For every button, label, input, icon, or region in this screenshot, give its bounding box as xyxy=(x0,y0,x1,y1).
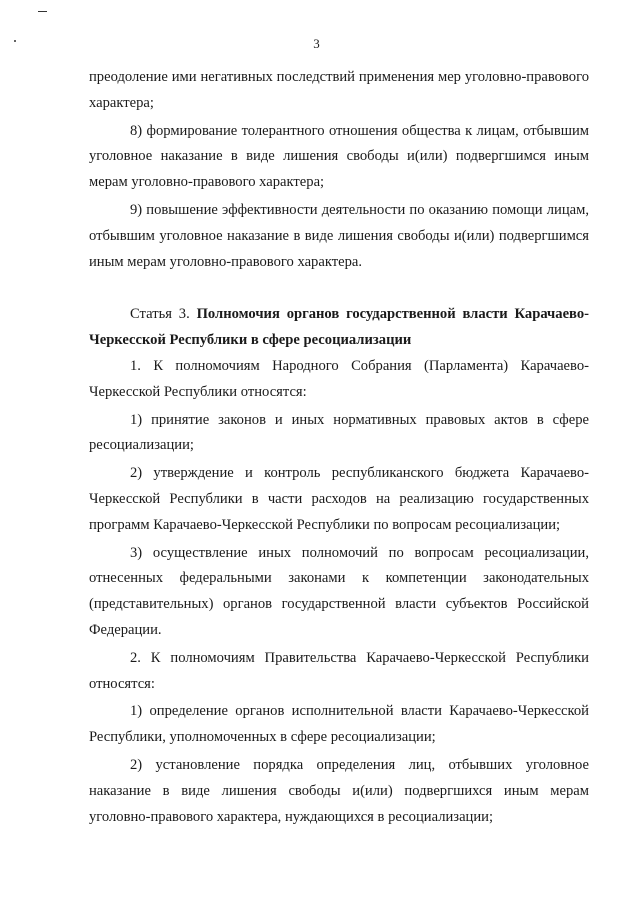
article-title: Полномочия органов государственной власти Карачаево-Черкесской Республики в сфере ресоциализации xyxy=(89,306,589,349)
paragraph-continuation: преодоление ими негативных последствий применения мер уголовно-правового характера; xyxy=(89,69,589,111)
list-item-8: 8) формирование толерантного отношения общества к лицам, отбывшим уголовное наказание в виде лишения свободы и(или) подвергшимся иным мерам уголовно-правового характера; xyxy=(89,122,589,191)
scan-mark-top-left xyxy=(38,11,47,12)
page-number: 3 xyxy=(313,36,320,51)
clause-1-item-2: 2) утверждение и контроль республиканского бюджета Карачаево-Черкесской Республики в части расходов на реализацию государственных программ Карачаево-Черкесской Республики по вопросам ресоциализации; xyxy=(89,465,589,533)
list-item-9: 9) повышение эффективности деятельности по оказанию помощи лицам, отбывшим уголовное наказание в виде лишения свободы и(или) подвергшимся иным мерам уголовно-правового характера. xyxy=(89,201,589,270)
article-prefix: Статья 3. xyxy=(130,306,197,323)
document-body xyxy=(89,65,589,830)
clause-2: 2. К полномочиям Правительства Карачаево-Черкесской Республики относятся: xyxy=(89,649,589,692)
clause-2-item-2: 2) установление порядка определения лиц, отбывших уголовное наказание в виде лишения свободы и(или) подвергшихся иным мерам уголовно-правового характера, нуждающихся в ресоциализации; xyxy=(89,756,589,825)
clause-2-item-1: 1) определение органов исполнительной власти Карачаево-Черкесской Республики, уполномоченных в сфере ресоциализации; xyxy=(89,703,589,746)
article-heading xyxy=(89,302,589,354)
clause-1-item-3: 3) осуществление иных полномочий по вопросам ресоциализации, отнесенных федеральными законами к компетенции законодательных (представительных) органов государственной власти субъектов Российской Федерации. xyxy=(89,544,589,638)
clause-1-item-1: 1) принятие законов и иных нормативных правовых актов в сфере ресоциализации; xyxy=(89,411,589,454)
clause-1: 1. К полномочиям Народного Собрания (Парламента) Карачаево-Черкесской Республики относятся: xyxy=(89,357,589,400)
